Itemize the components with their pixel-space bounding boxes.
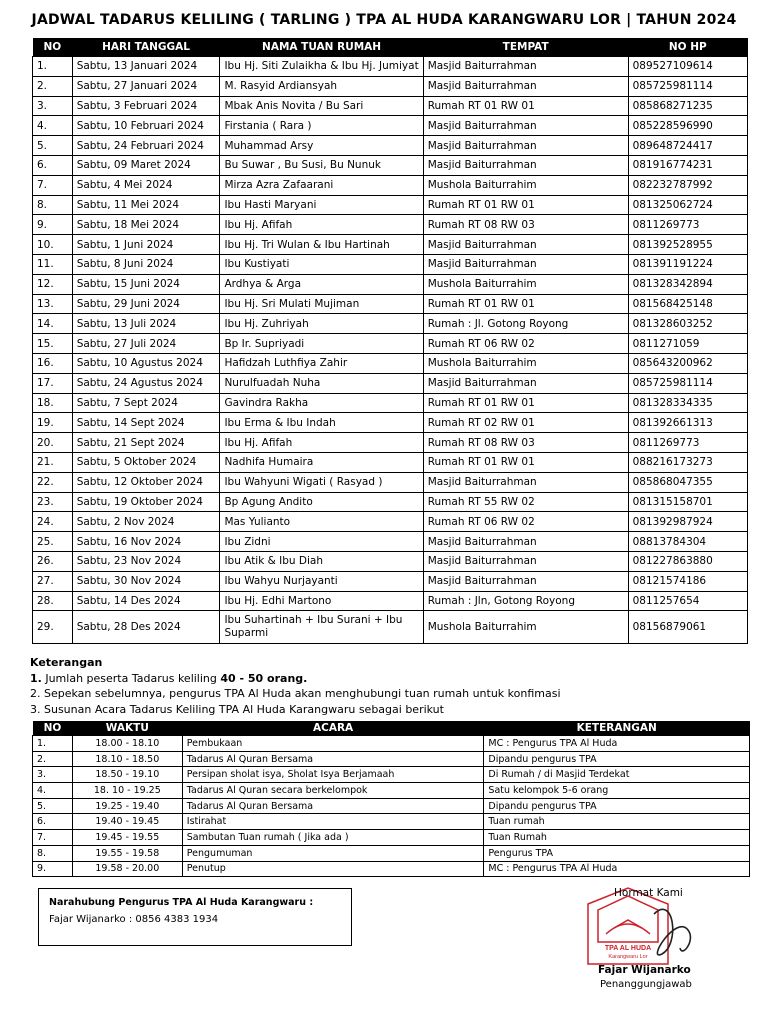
table-cell: 089648724417: [628, 136, 747, 156]
table-cell: Ibu Hj. Afifah: [220, 433, 423, 453]
table-cell: Sabtu, 13 Juli 2024: [72, 314, 220, 334]
table-cell: Sabtu, 10 Agustus 2024: [72, 353, 220, 373]
table-cell: Nurulfuadah Nuha: [220, 373, 423, 393]
table-cell: Sabtu, 29 Juni 2024: [72, 294, 220, 314]
table-row: [33, 314, 748, 334]
table-cell: 4.: [33, 783, 73, 799]
table-cell: Bp Agung Andito: [220, 492, 423, 512]
table-cell: Mirza Azra Zafaarani: [220, 175, 423, 195]
note-3: 3. Susunan Acara Tadarus Keliling TPA Al Huda Karangwaru sebagai berikut: [30, 702, 444, 716]
table-cell: 27.: [33, 571, 73, 591]
table-cell: Rumah RT 08 RW 03: [423, 433, 628, 453]
table-cell: Sabtu, 24 Februari 2024: [72, 136, 220, 156]
table-cell: Sabtu, 09 Maret 2024: [72, 155, 220, 175]
table-cell: Masjid Baiturrahman: [423, 155, 628, 175]
table-cell: Rumah RT 01 RW 01: [423, 96, 628, 116]
table-cell: Sabtu, 8 Juni 2024: [72, 254, 220, 274]
table-cell: Sabtu, 13 Januari 2024: [72, 57, 220, 77]
table-cell: Bu Suwar , Bu Susi, Bu Nunuk: [220, 155, 423, 175]
table-cell: 081227863880: [628, 551, 747, 571]
schedule-header-row: [33, 38, 748, 57]
table-cell: 081328342894: [628, 274, 747, 294]
table-row: [33, 334, 748, 354]
table-cell: 10.: [33, 235, 73, 255]
table-cell: Ibu Hj. Afifah: [220, 215, 423, 235]
table-row: [33, 294, 748, 314]
table-cell: 3.: [33, 767, 73, 783]
table-row: [33, 96, 748, 116]
signature-name: Fajar Wijanarko: [598, 964, 691, 976]
table-cell: Ibu Hj. Tri Wulan & Ibu Hartinah: [220, 235, 423, 255]
table-row: [33, 57, 748, 77]
table-cell: 081315158701: [628, 492, 747, 512]
table-row: [33, 353, 748, 373]
table-cell: 6.: [33, 155, 73, 175]
table-cell: Tadarus Al Quran Bersama: [182, 798, 484, 814]
table-row: [33, 814, 750, 830]
table-row: [33, 155, 748, 175]
table-cell: Di Rumah / di Masjid Terdekat: [484, 767, 750, 783]
table-cell: Ibu Suhartinah + Ibu Surani + Ibu Suparmi: [220, 611, 423, 644]
table-cell: Mushola Baiturrahim: [423, 175, 628, 195]
table-cell: Ibu Kustiyati: [220, 254, 423, 274]
table-cell: 7.: [33, 175, 73, 195]
table-cell: 081325062724: [628, 195, 747, 215]
table-cell: 5.: [33, 798, 73, 814]
table-cell: Masjid Baiturrahman: [423, 235, 628, 255]
table-cell: 22.: [33, 472, 73, 492]
note-1-text: Jumlah peserta Tadarus keliling: [41, 671, 221, 685]
table-row: [33, 235, 748, 255]
note-1-bold: 40 - 50 orang.: [220, 671, 308, 685]
table-cell: Rumah RT 06 RW 02: [423, 512, 628, 532]
agenda-col-header: KETERANGAN: [484, 721, 750, 736]
table-cell: Mushola Baiturrahim: [423, 274, 628, 294]
note-1-number: 1.: [30, 671, 42, 685]
table-cell: Ibu Wahyu Nurjayanti: [220, 571, 423, 591]
table-row: [33, 76, 748, 96]
schedule-table: [32, 38, 748, 644]
agenda-table: [32, 721, 750, 877]
table-cell: Sabtu, 5 Oktober 2024: [72, 452, 220, 472]
note-1: [30, 671, 561, 687]
table-cell: Sabtu, 3 Februari 2024: [72, 96, 220, 116]
table-cell: 28.: [33, 591, 73, 611]
table-row: [33, 571, 748, 591]
table-cell: Masjid Baiturrahman: [423, 551, 628, 571]
table-cell: Ibu Erma & Ibu Indah: [220, 413, 423, 433]
table-cell: Sabtu, 30 Nov 2024: [72, 571, 220, 591]
table-cell: Sabtu, 14 Des 2024: [72, 591, 220, 611]
table-cell: Rumah : Jl. Gotong Royong: [423, 314, 628, 334]
table-cell: Masjid Baiturrahman: [423, 136, 628, 156]
table-cell: 2.: [33, 76, 73, 96]
agenda-header-row: [33, 721, 750, 736]
table-cell: Sabtu, 19 Oktober 2024: [72, 492, 220, 512]
table-cell: 11.: [33, 254, 73, 274]
table-row: [33, 845, 750, 861]
table-cell: 19.55 - 19.58: [72, 845, 182, 861]
table-row: [33, 215, 748, 235]
signature-scribble: [654, 909, 690, 955]
table-cell: 5.: [33, 136, 73, 156]
table-cell: Mas Yulianto: [220, 512, 423, 532]
table-cell: 1.: [33, 57, 73, 77]
table-cell: Mushola Baiturrahim: [423, 611, 628, 644]
page-title: JADWAL TADARUS KELILING ( TARLING ) TPA AL HUDA KARANGWARU LOR | TAHUN 2024: [31, 12, 737, 28]
table-cell: 0811271059: [628, 334, 747, 354]
table-cell: 24.: [33, 512, 73, 532]
table-cell: 081916774231: [628, 155, 747, 175]
signature-block: [584, 884, 744, 994]
schedule-body: [33, 57, 748, 644]
table-cell: 085725981114: [628, 76, 747, 96]
schedule-col-header: NO HP: [628, 38, 747, 57]
table-cell: Tuan Rumah: [484, 830, 750, 846]
table-cell: Sabtu, 11 Mei 2024: [72, 195, 220, 215]
table-cell: Pengurus TPA: [484, 845, 750, 861]
table-cell: 0811257654: [628, 591, 747, 611]
table-cell: 08121574186: [628, 571, 747, 591]
table-cell: Ibu Hj. Siti Zulaikha & Ibu Hj. Jumiyat: [220, 57, 423, 77]
notes-heading: Keterangan: [30, 656, 103, 669]
table-row: [33, 116, 748, 136]
table-cell: 18.50 - 19.10: [72, 767, 182, 783]
table-cell: MC : Pengurus TPA Al Huda: [484, 861, 750, 877]
table-cell: 29.: [33, 611, 73, 644]
table-cell: 08156879061: [628, 611, 747, 644]
table-cell: 081328334335: [628, 393, 747, 413]
table-cell: Nadhifa Humaira: [220, 452, 423, 472]
table-cell: 18.: [33, 393, 73, 413]
table-cell: 18.10 - 18.50: [72, 751, 182, 767]
table-cell: 19.45 - 19.55: [72, 830, 182, 846]
table-cell: Satu kelompok 5-6 orang: [484, 783, 750, 799]
table-cell: Hafidzah Luthfiya Zahir: [220, 353, 423, 373]
table-cell: Bp Ir. Supriyadi: [220, 334, 423, 354]
table-cell: Masjid Baiturrahman: [423, 116, 628, 136]
table-cell: Sambutan Tuan rumah ( Jika ada ): [182, 830, 484, 846]
table-cell: 15.: [33, 334, 73, 354]
table-cell: 081392528955: [628, 235, 747, 255]
table-cell: Sabtu, 28 Des 2024: [72, 611, 220, 644]
table-cell: Mbak Anis Novita / Bu Sari: [220, 96, 423, 116]
table-cell: 12.: [33, 274, 73, 294]
table-cell: 085868271235: [628, 96, 747, 116]
table-cell: Ibu Hj. Zuhriyah: [220, 314, 423, 334]
table-cell: Rumah RT 01 RW 01: [423, 452, 628, 472]
table-row: [33, 861, 750, 877]
table-cell: Sabtu, 18 Mei 2024: [72, 215, 220, 235]
table-cell: 085228596990: [628, 116, 747, 136]
stamp-name: TPA AL HUDA: [604, 945, 652, 952]
table-cell: Mushola Baiturrahim: [423, 353, 628, 373]
table-cell: 081391191224: [628, 254, 747, 274]
contact-label: Narahubung Pengurus TPA Al Huda Karangwaru :: [49, 897, 314, 908]
table-row: [33, 254, 748, 274]
table-cell: Sabtu, 7 Sept 2024: [72, 393, 220, 413]
table-row: [33, 783, 750, 799]
table-row: [33, 591, 748, 611]
table-cell: Ibu Hasti Maryani: [220, 195, 423, 215]
table-cell: Sabtu, 27 Juli 2024: [72, 334, 220, 354]
table-cell: 26.: [33, 551, 73, 571]
table-cell: Sabtu, 2 Nov 2024: [72, 512, 220, 532]
table-cell: Sabtu, 27 Januari 2024: [72, 76, 220, 96]
table-cell: 21.: [33, 452, 73, 472]
table-cell: Tadarus Al Quran Bersama: [182, 751, 484, 767]
table-cell: Gavindra Rakha: [220, 393, 423, 413]
table-cell: Masjid Baiturrahman: [423, 57, 628, 77]
table-cell: 18.00 - 18.10: [72, 736, 182, 752]
table-cell: Rumah RT 55 RW 02: [423, 492, 628, 512]
table-cell: Masjid Baiturrahman: [423, 254, 628, 274]
table-row: [33, 532, 748, 552]
table-row: [33, 611, 748, 644]
table-cell: 19.: [33, 413, 73, 433]
table-cell: 081328603252: [628, 314, 747, 334]
table-cell: 16.: [33, 353, 73, 373]
table-cell: 089527109614: [628, 57, 747, 77]
table-cell: 17.: [33, 373, 73, 393]
table-cell: Dipandu pengurus TPA: [484, 798, 750, 814]
table-cell: Sabtu, 21 Sept 2024: [72, 433, 220, 453]
table-cell: Sabtu, 24 Agustus 2024: [72, 373, 220, 393]
table-cell: 8.: [33, 845, 73, 861]
contact-person: Fajar Wijanarko : 0856 4383 1934: [49, 914, 219, 925]
table-row: [33, 512, 748, 532]
table-cell: 085725981114: [628, 373, 747, 393]
table-cell: 8.: [33, 195, 73, 215]
table-cell: 08813784304: [628, 532, 747, 552]
table-row: [33, 492, 748, 512]
table-cell: Rumah RT 02 RW 01: [423, 413, 628, 433]
table-cell: Rumah RT 01 RW 01: [423, 393, 628, 413]
table-cell: 2.: [33, 751, 73, 767]
table-cell: 19.58 - 20.00: [72, 861, 182, 877]
table-cell: 13.: [33, 294, 73, 314]
table-cell: Penutup: [182, 861, 484, 877]
table-row: [33, 452, 748, 472]
table-cell: 081392987924: [628, 512, 747, 532]
table-cell: 088216173273: [628, 452, 747, 472]
table-row: [33, 136, 748, 156]
table-cell: Masjid Baiturrahman: [423, 571, 628, 591]
table-cell: Ardhya & Arga: [220, 274, 423, 294]
table-cell: Masjid Baiturrahman: [423, 532, 628, 552]
table-row: [33, 274, 748, 294]
table-cell: 0811269773: [628, 433, 747, 453]
table-cell: Ibu Atik & Ibu Diah: [220, 551, 423, 571]
table-cell: 6.: [33, 814, 73, 830]
table-cell: Rumah RT 08 RW 03: [423, 215, 628, 235]
stamp-place: Karangwaru Lor: [608, 954, 648, 960]
table-cell: Ibu Hj. Edhi Martono: [220, 591, 423, 611]
table-row: [33, 551, 748, 571]
table-cell: 4.: [33, 116, 73, 136]
table-cell: Sabtu, 12 Oktober 2024: [72, 472, 220, 492]
table-cell: Sabtu, 16 Nov 2024: [72, 532, 220, 552]
table-cell: 9.: [33, 215, 73, 235]
table-cell: Rumah : Jln, Gotong Royong: [423, 591, 628, 611]
schedule-col-header: TEMPAT: [423, 38, 628, 57]
table-cell: 18. 10 - 19.25: [72, 783, 182, 799]
table-cell: 081568425148: [628, 294, 747, 314]
table-cell: Sabtu, 23 Nov 2024: [72, 551, 220, 571]
table-cell: Ibu Wahyuni Wigati ( Rasyad ): [220, 472, 423, 492]
table-cell: M. Rasyid Ardiansyah: [220, 76, 423, 96]
table-cell: Rumah RT 01 RW 01: [423, 294, 628, 314]
table-cell: Ibu Zidni: [220, 532, 423, 552]
table-cell: Rumah RT 01 RW 01: [423, 195, 628, 215]
table-cell: Pembukaan: [182, 736, 484, 752]
table-cell: 081392661313: [628, 413, 747, 433]
table-cell: 9.: [33, 861, 73, 877]
signature-role: Penanggungjawab: [600, 979, 692, 990]
table-cell: Ibu Hj. Sri Mulati Mujiman: [220, 294, 423, 314]
table-cell: 085643200962: [628, 353, 747, 373]
table-cell: 19.40 - 19.45: [72, 814, 182, 830]
table-row: [33, 798, 750, 814]
table-cell: 085868047355: [628, 472, 747, 492]
schedule-col-header: HARI TANGGAL: [72, 38, 220, 57]
table-row: [33, 413, 748, 433]
table-row: [33, 736, 750, 752]
table-row: [33, 830, 750, 846]
table-cell: 7.: [33, 830, 73, 846]
table-row: [33, 393, 748, 413]
table-row: [33, 433, 748, 453]
table-cell: 0811269773: [628, 215, 747, 235]
note-2: 2. Sepekan sebelumnya, pengurus TPA Al Huda akan menghubungi tuan rumah untuk konfimasi: [30, 687, 561, 700]
contact-box: [38, 888, 352, 946]
table-cell: MC : Pengurus TPA Al Huda: [484, 736, 750, 752]
table-cell: Tadarus Al Quran secara berkelompok: [182, 783, 484, 799]
table-row: [33, 195, 748, 215]
table-cell: Sabtu, 1 Juni 2024: [72, 235, 220, 255]
stamp-icon: [584, 884, 744, 994]
table-cell: Masjid Baiturrahman: [423, 76, 628, 96]
table-cell: Sabtu, 10 Februari 2024: [72, 116, 220, 136]
table-cell: 23.: [33, 492, 73, 512]
table-cell: 20.: [33, 433, 73, 453]
table-cell: Sabtu, 15 Juni 2024: [72, 274, 220, 294]
table-cell: 14.: [33, 314, 73, 334]
table-cell: Persipan sholat isya, Sholat Isya Berjamaah: [182, 767, 484, 783]
table-cell: 25.: [33, 532, 73, 552]
table-cell: Dipandu pengurus TPA: [484, 751, 750, 767]
table-cell: Masjid Baiturrahman: [423, 472, 628, 492]
agenda-col-header: NO: [33, 721, 73, 736]
table-cell: 3.: [33, 96, 73, 116]
table-row: [33, 767, 750, 783]
table-cell: Rumah RT 06 RW 02: [423, 334, 628, 354]
table-row: [33, 751, 750, 767]
schedule-col-header: NAMA TUAN RUMAH: [220, 38, 423, 57]
table-row: [33, 175, 748, 195]
table-row: [33, 373, 748, 393]
table-row: [33, 472, 748, 492]
table-cell: 19.25 - 19.40: [72, 798, 182, 814]
agenda-col-header: ACARA: [182, 721, 484, 736]
table-cell: Muhammad Arsy: [220, 136, 423, 156]
agenda-body: [33, 736, 750, 877]
agenda-col-header: WAKTU: [72, 721, 182, 736]
table-cell: Tuan rumah: [484, 814, 750, 830]
table-cell: Sabtu, 14 Sept 2024: [72, 413, 220, 433]
table-cell: Masjid Baiturrahman: [423, 373, 628, 393]
table-cell: Firstania ( Rara ): [220, 116, 423, 136]
table-cell: 082232787992: [628, 175, 747, 195]
table-cell: 1.: [33, 736, 73, 752]
notes-section: [30, 655, 561, 717]
schedule-col-header: NO: [33, 38, 73, 57]
table-cell: Istirahat: [182, 814, 484, 830]
table-cell: Sabtu, 4 Mei 2024: [72, 175, 220, 195]
signature-greeting: Hormat Kami: [614, 887, 683, 899]
table-cell: Pengumuman: [182, 845, 484, 861]
